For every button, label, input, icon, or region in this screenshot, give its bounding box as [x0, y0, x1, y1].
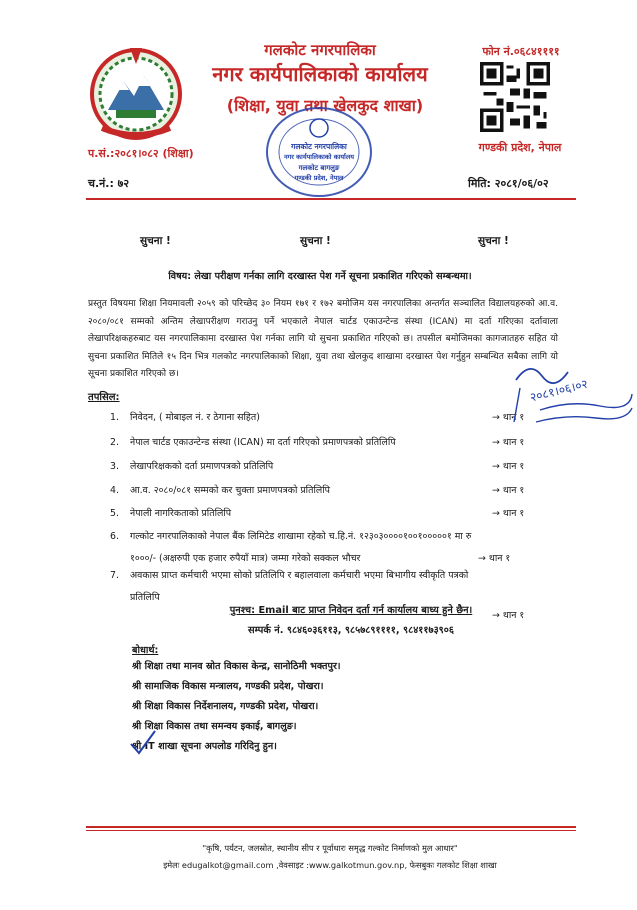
notice-label-right: सुचना !	[478, 235, 509, 247]
footer-divider	[86, 826, 576, 828]
qr-code-icon	[480, 62, 550, 132]
phone-number: फोन नं.०६८४११११	[482, 45, 560, 58]
subject-line: विषय: लेखा परीक्षण गर्नका लागि दरखास्त पेश गर्ने सूचना प्रकाशित गरिएको सम्बन्धमा।	[168, 271, 472, 282]
item-count: → थान १	[478, 553, 511, 564]
province-name: गण्डकी प्रदेश, नेपाल	[478, 141, 562, 154]
item-count: → थान १	[492, 437, 525, 448]
stamp-line-2: नगर कार्यपालिकाको कार्यालय	[283, 153, 355, 161]
stamp-line-4: गण्डकी प्रदेश, नेपाल	[294, 174, 344, 182]
cc-item: श्री शिक्षा तथा मानव स्रोत विकास केन्द्र, सानोठिमी भक्तपुर।	[132, 661, 341, 672]
reference-number: प.सं.:२०८१।०८२ (शिक्षा)	[88, 147, 194, 160]
item-count: → थान १	[492, 508, 525, 519]
footer-divider-thin	[86, 830, 576, 831]
list-item: 7. अवकास प्राप्त कर्मचारी भएमा सोको प्रतिलिपि र बहालवाला कर्मचारी भएमा बिभागीय स्वीकृति पत्रको	[110, 570, 469, 581]
list-item: 5. नेपाली नागरिकताको प्रतिलिपि	[110, 508, 232, 519]
item-count: → थान १	[492, 610, 525, 621]
letter-date: मिति: २०८१/०६/०२	[468, 177, 549, 190]
cc-item: श्री IT शाखा सूचना अपलोड गरिदिनु हुन।	[132, 741, 277, 752]
branch-name: (शिक्षा, युवा तथा खेलकुद शाखा)	[226, 96, 424, 115]
checkmark-icon	[128, 728, 158, 756]
dispatch-number: च.नं.: ७२	[88, 177, 130, 190]
contact-numbers: सम्पर्क नं. ९८४६०३६११३, ९८५७८९११११, ९८४११७३९०६	[248, 625, 454, 636]
item-count: → थान १	[492, 461, 525, 472]
header-divider	[86, 198, 576, 200]
item-count: → थान १	[492, 412, 525, 423]
list-item-continuation: १०००/- (अक्षरुपी एक हजार रुपैयाँ मात्र) जम्मा गरेको सक्कल भौचर	[130, 553, 361, 564]
notice-label-center: सुचना !	[300, 235, 331, 247]
office-stamp-icon	[264, 104, 374, 200]
list-item-continuation: प्रतिलिपि	[130, 592, 160, 603]
body-paragraph: प्रस्तुत विषयमा शिक्षा नियमावली २०५९ को परिच्छेद ३० नियम १७१ र १७२ बमोजिम यस नगरपालिका अन्तर्गत सञ्चालित विद्यालयहरुको आ.व. २०८०/०८१ सम्मको अन्तिम लेखापरीक्षण गराउनु पर्ने भएकाले नेपाल चार्टड एकाउन्टेन्ड संस्था (ICAN) मा दर्ता गरिएका दर्तावाला लेखापरिक्षकहरुबाट यस नगरपालिकामा दरखास्त पेश गर्नका लागि यो सुचना प्रकाशित गरिएको छ। तपसील बमोजिमका कागजातहरु सहित यो सुचना प्रकाशित मितिले १५ दिन भित्र गलकोट नगरपालिकाको शिक्षा, युवा तथा खेलकुद शाखामा दरखास्त पेश गर्नुहुन सम्बन्धित सबैका लागि यो सूचना प्रकाशित गरिएको छ।	[88, 299, 558, 379]
handwritten-date: २०८१।०६।०२	[528, 376, 590, 405]
list-item: 2. नेपाल चार्टड एकाउन्टेन्ड संस्था (ICAN) मा दर्ता गरिएको प्रमाणपत्रको प्रतिलिपि	[110, 437, 396, 448]
list-item: 4. आ.व. २०८०/०८१ सम्मको कर चुक्ता प्रमाणपत्रको प्रतिलिपि	[110, 485, 330, 496]
cc-label: बोधार्थ:	[132, 645, 159, 656]
office-name: नगर कार्यपालिकाको कार्यालय	[212, 62, 428, 86]
list-item: 6. गल्कोट नगरपालिकाको नेपाल बैंक लिमिटेड शाखामा रहेको च.हि.नं. १२३०३००००१००१०००००१ मा रु	[110, 531, 472, 542]
footer-slogan: "कृषि, पर्यटन, जलस्रोत, स्थानीय सीप र पूर्वाधारः समृद्ध गल्कोट निर्माणको मुल आधार"	[202, 843, 458, 853]
stamp-line-3: गलकोट बागलुङ	[298, 164, 340, 172]
postscript-note: पुनश्च: Email बाट प्राप्त निवेदन दर्ता गर्न कार्यालय बाध्य हुने छैन।	[229, 605, 473, 616]
cc-item: श्री शिक्षा विकास निर्देशनालय, गण्डकी प्रदेश, पोखरा।	[132, 701, 319, 712]
stamp-line-1: गलकोट नगरपालिका	[291, 142, 347, 151]
notice-label-left: सुचना !	[140, 235, 171, 247]
footer-contact: इमेलः edugalkot@gmail.com ,वेवसाइट :www.galkotmun.gov.np, फेसबुकः गलकोट शिक्षा शाखा	[163, 860, 497, 870]
details-label: तपसिल:	[88, 392, 120, 403]
handwritten-signature-icon	[510, 352, 635, 432]
municipality-name: गलकोट नगरपालिका	[264, 41, 376, 59]
list-item: 3. लेखापरिक्षकको दर्ता प्रमाणपत्रको प्रतिलिपि	[110, 461, 274, 472]
cc-item: श्री शिक्षा विकास तथा समन्वय इकाई, बागलुङ।	[132, 721, 297, 732]
cc-item: श्री सामाजिक विकास मन्त्रालय, गण्डकी प्रदेश, पोखरा।	[132, 681, 324, 692]
item-count: → थान १	[492, 485, 525, 496]
nepal-emblem-icon	[86, 42, 186, 142]
list-item: 1. निवेदन, ( मोबाइल नं. र ठेगाना सहित)	[110, 412, 260, 423]
